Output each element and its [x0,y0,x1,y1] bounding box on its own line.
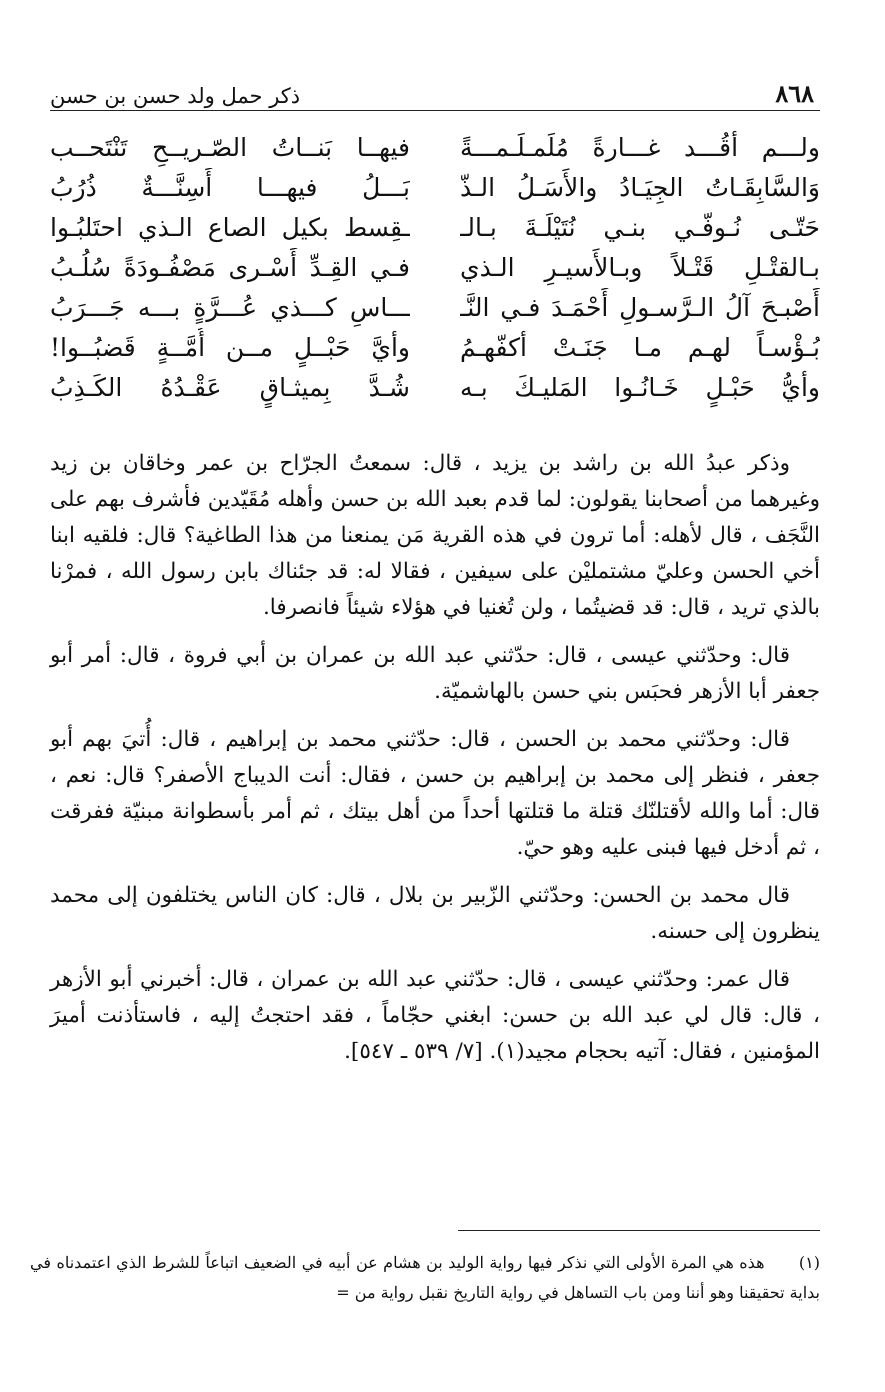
paragraph: قال عمر: وحدّثني عيسى ، قال: حدّثني عبد الله بن عمران ، قال: أخبرني أبو الأزهر ، قال: قال لي عبد الله بن حسن: ابغني حجّاماً ، فقد احتجتُ إليه ، فاستأذنت أميرَ المؤمنين ، فقال: آتيه بحجام مجيد(١). [٧/ ٥٣٩ ـ ٥٤٧]. [50,967,820,1064]
hemistich-first: وَالسَّابِقَـاتُ الجِيَـادُ والأَسَـلُ الـذّ [460,173,820,202]
verse [50,248,820,288]
paragraph: قال: وحدّثني عيسى ، قال: حدّثني عبد الله بن عمران بن أبي فروة ، قال: أمر أبو جعفر أبا الأزهر فحبَس بني حسن بالهاشميّة. [50,643,820,704]
verse [50,128,820,168]
hemistich-first: بُـؤْسـاً لهـم مـا جَنَـتْ أكفّهـمُ [460,333,820,362]
hemistich-first: ولـــم أقُـــد غـــارةً مُلَمـلَـمـــةً [460,133,820,162]
hemistich-second: فيهــا بَنــاتُ الصّـريــحِ تَنْتَحــب [50,133,410,162]
paragraph: قال محمد بن الحسن: وحدّثني الزّبير بن بلال ، قال: كان الناس يختلفون إلى محمد ينظرون إلى حسنه. [50,883,820,944]
hemistich-second: ـــاسِ كـــذي عُـــرَّةٍ بـــه جَـــرَبُ [50,293,410,322]
hemistich-second: فـي القِـدِّ أَسْـرى مَصْفُـودَةً سُلُـبُ [50,253,410,282]
verse [50,168,820,208]
paragraph: قال: وحدّثني محمد بن الحسن ، قال: حدّثني محمد بن إبراهيم ، قال: أُتيَ بهم أبو جعفر ، فنظر إلى محمد بن إبراهيم بن حسن ، فقال: أنت الديباج الأصفر؟ قال: نعم ، قال: أما والله لأقتلنّك قتلة ما قتلتها أحداً من أهل بيتك ، ثم أمر بأسطوانة مبنيّة ففرقت ، ثم أدخل فيها فبنى عليه وهو حيّ. [50,727,820,860]
hemistich-second: ـقِسط بكيل الصاع الـذي احتَلبُـوا [50,213,410,242]
footnote-text: هذه هي المرة الأولى التي نذكر فيها رواية الوليد بن هشام عن أبيه في الضعيف اتباعاً للشرط الذي اعتمدناه في بداية تحقيقنا وهو أننا ومن باب التساهل في رواية التاريخ نقبل رواية من = [30,1253,820,1302]
running-title: ذكر حمل ولد حسن بن حسن [50,84,301,108]
hemistich-first: بـالقتْـلِ قَتْـلاً وبـالأَسيـرِ الـذي [460,253,820,282]
prose-body [50,446,820,1082]
hemistich-first: حَتّـى نُـوفّـي بنـي نُتَيْلَـةَ بـالـ [460,213,820,242]
poem [50,128,820,408]
footnote-rule [458,1230,820,1231]
header-rule [50,110,820,111]
paragraph: وذكر عبدُ الله بن راشد بن يزيد ، قال: سمعتُ الجرّاح بن عمر وخاقان بن زيد وغيرهما من أصحابنا يقولون: لما قدم بعبد الله بن حسن وأهله مُقَيّدين فأشرف بهم على النَّجَف ، قال لأهله: أما ترون في هذه القرية مَن يمنعنا من هذا الطاغية؟ قال: فلقيه ابنا أخي الحسن وعليّ مشتمليْن على سيفين ، فقالا له: قد جئناك بابن رسول الله ، فمرْنا بالذي تريد ، قال: قد قضيتُما ، ولن تُغنيا في هؤلاء شيئاً فانصرفا. [50,451,820,620]
hemistich-second: وأيَّ حَبْــلٍ مــن أُمَّــةٍ قَضبُــوا! [50,333,410,362]
page-number: ٨٦٨ [775,79,814,108]
verse [50,328,820,368]
hemistich-second: بَـــلُ فيهـــا أَسِنَّـــةٌ ذُرُبُ [50,173,410,202]
footnote-marker: (١) [798,1253,820,1272]
hemistich-first: أَصْبـحَ آلُ الـرَّسـولِ أَحْمَـدَ فـي النَّـ [460,293,820,322]
hemistich-second: شُـدَّ بِميثـاقٍ عَقْـدُهُ الكَـذِبُ [50,373,410,402]
verse [50,208,820,248]
footnote [30,1248,820,1308]
verse [50,368,820,408]
page-header [50,68,820,108]
verse [50,288,820,328]
hemistich-first: وأيُّ حَبْـلٍ خَـانُـوا المَليـكَ بـه [460,373,820,402]
